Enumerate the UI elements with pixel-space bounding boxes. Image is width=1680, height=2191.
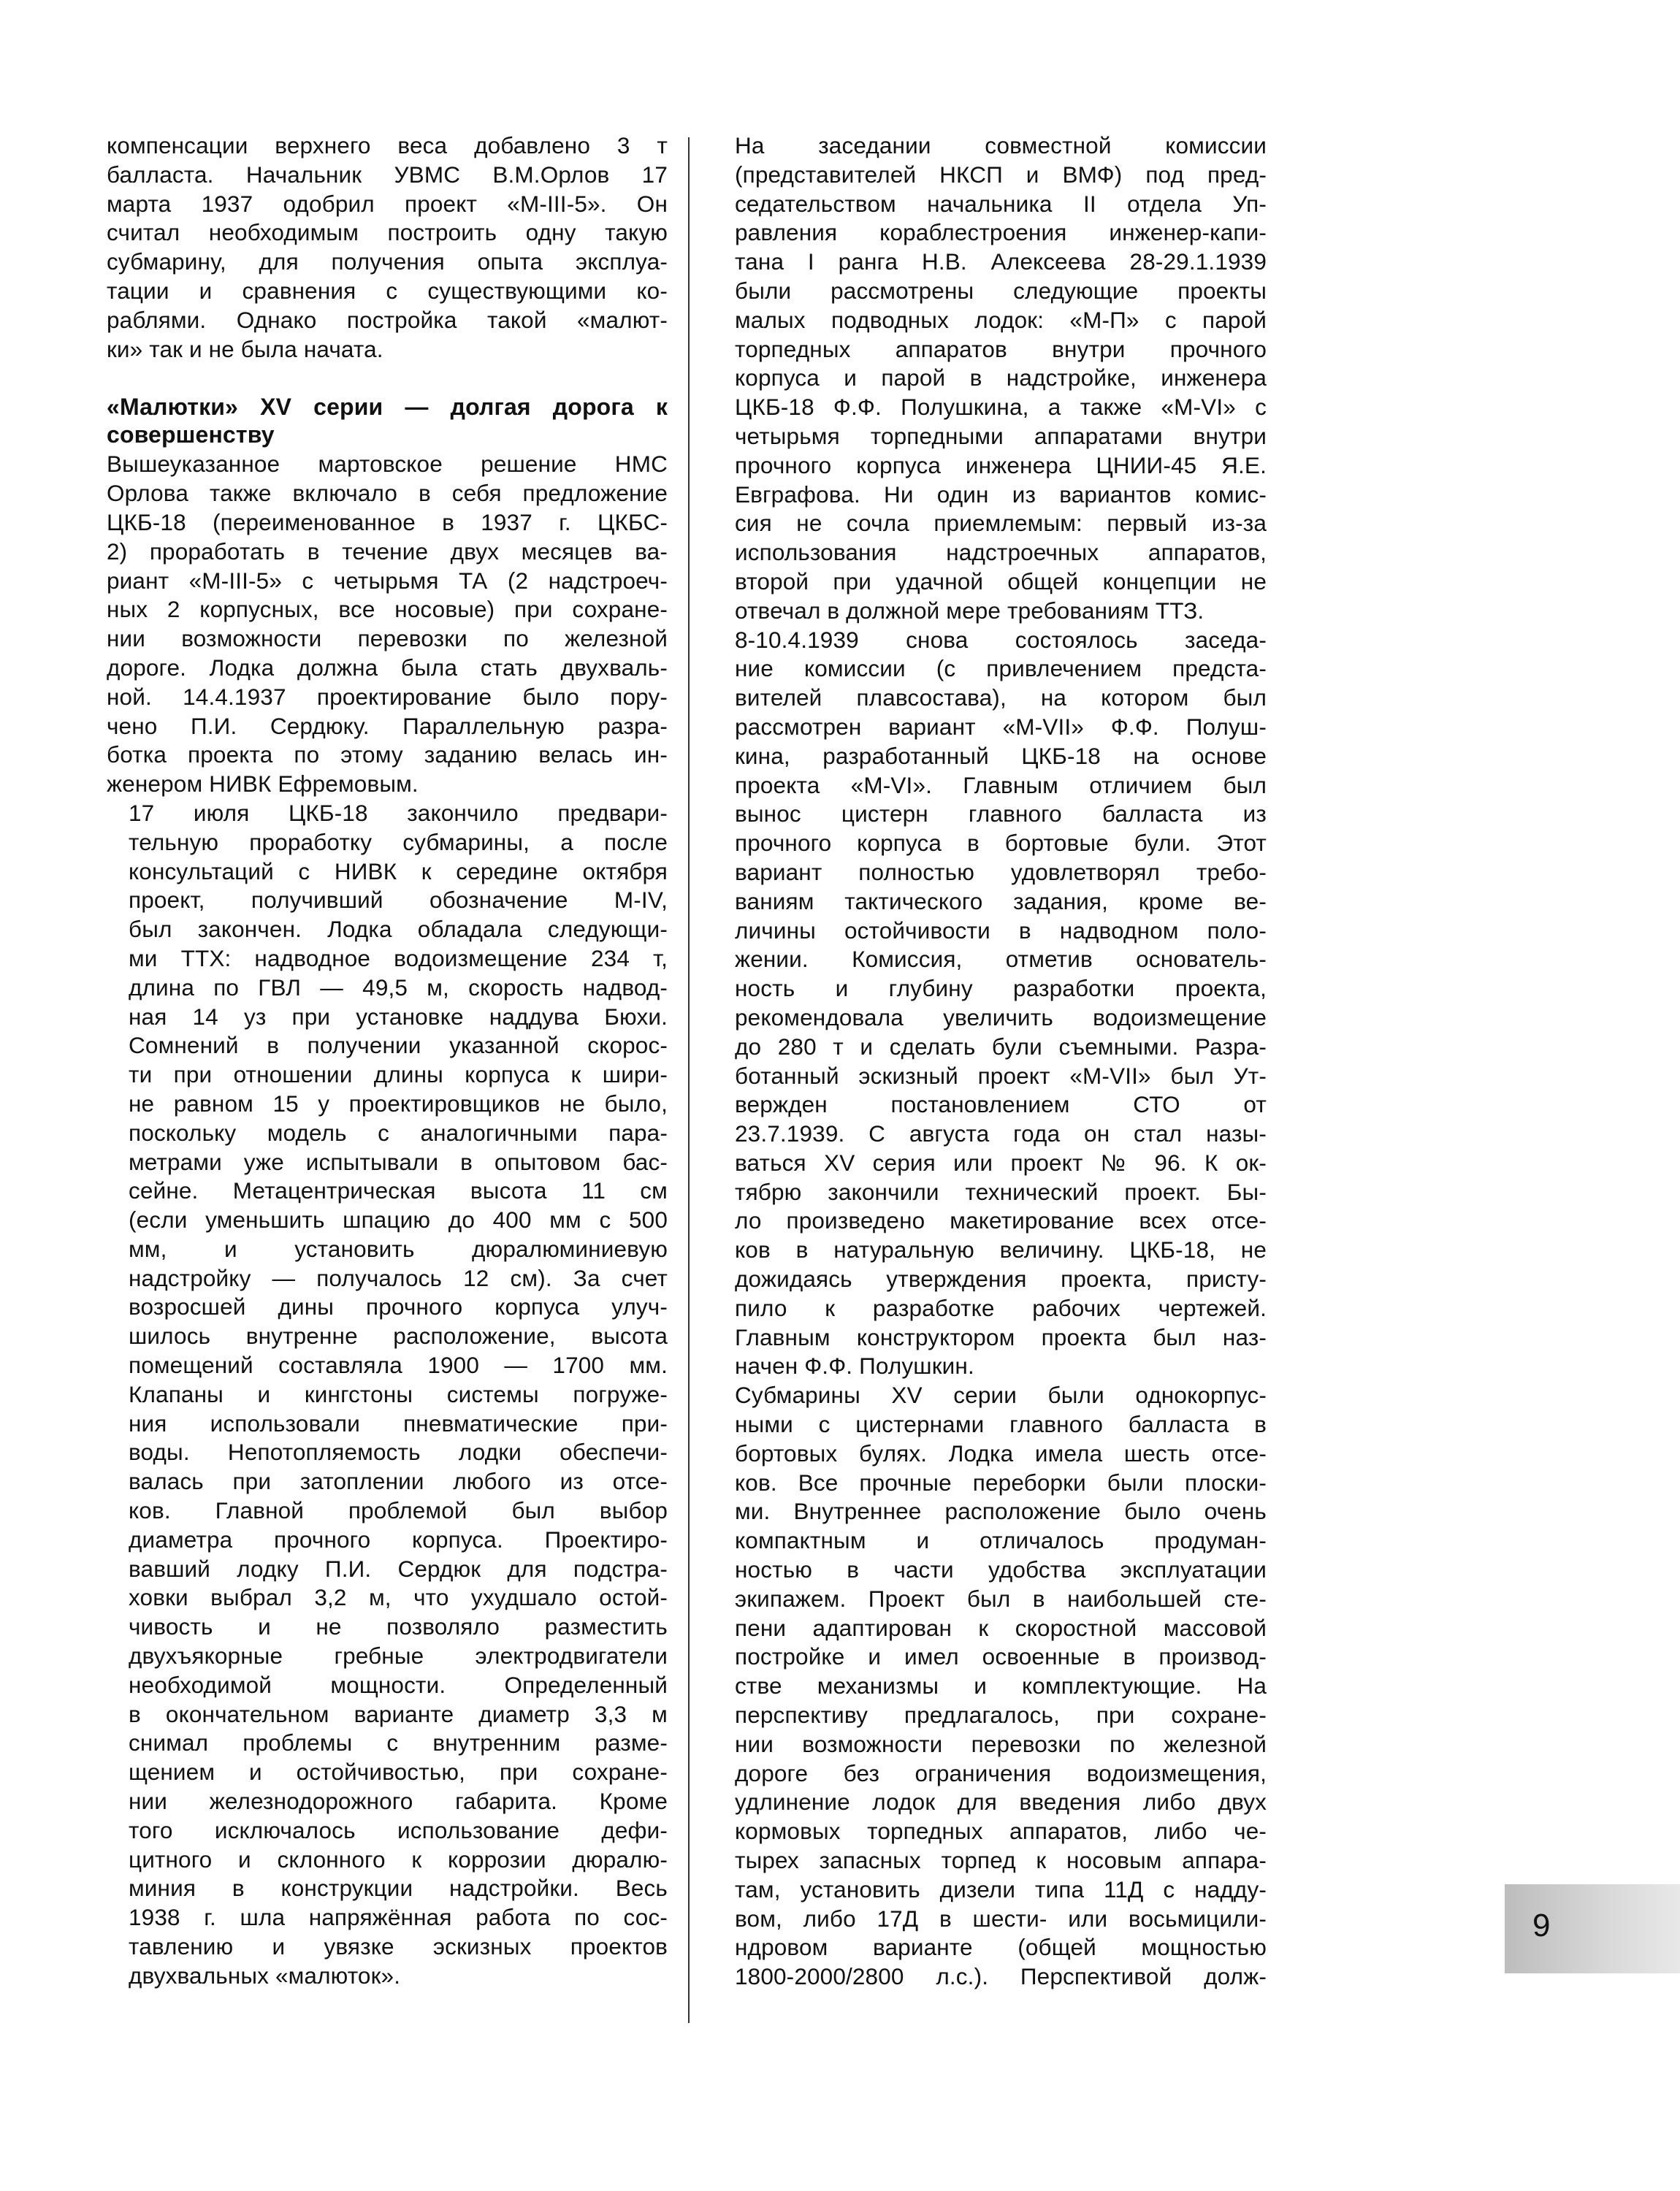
text-line: корпуса и парой в надстройке, инженера xyxy=(735,364,1267,391)
text-line: ЦКБ-18 Ф.Ф. Полушкина, а также «M-VI» с xyxy=(735,394,1267,421)
text-line: 23.7.1939. С августа года он стал назы- xyxy=(735,1120,1267,1147)
text-line: помещений составляла 1900 — 1700 мм. xyxy=(129,1352,668,1379)
section-heading xyxy=(107,393,668,448)
text-line: ло произведено макетирование всех отсе- xyxy=(735,1207,1267,1234)
text-line: балласта. Начальник УВМС В.М.Орлов 17 xyxy=(107,161,668,188)
text-line: чивость и не позволяло разместить xyxy=(129,1613,668,1640)
text-line: тябрю закончили технический проект. Бы- xyxy=(735,1178,1267,1205)
text-line: ботка проекта по этому заданию велась ин- xyxy=(107,741,668,768)
text-line: Вышеуказанное мартовское решение НМС xyxy=(107,451,668,478)
text-line: раблями. Однако постройка такой «малют- xyxy=(107,306,668,333)
text-line: Субмарины XV серии были однокорпус- xyxy=(735,1382,1267,1409)
text-line: пени адаптирован к скоростной массовой xyxy=(735,1614,1267,1641)
text-line: (если уменьшить шпацию до 400 мм с 500 xyxy=(129,1207,668,1234)
text-line: проекта «M-VI». Главным отличием был xyxy=(735,771,1267,798)
text-line: экипажем. Проект был в наибольшей сте- xyxy=(735,1585,1267,1612)
text-line: сейне. Метацентрическая высота 11 см xyxy=(129,1177,668,1204)
text-line: не равном 15 у проектировщиков не было, xyxy=(129,1090,668,1117)
text-line: ти при отношении длины корпуса к шири- xyxy=(129,1061,668,1088)
column-divider xyxy=(688,137,690,2023)
text-line: считал необходимым построить одну такую xyxy=(107,219,668,246)
text-line: 1800-2000/2800 л.с.). Перспективой долж- xyxy=(735,1963,1267,1990)
text-line: второй при удачной общей концепции не xyxy=(735,567,1267,594)
text-line: двухвальных «малюток». xyxy=(129,1962,401,1989)
text-line: субмарину, для получения опыта эксплуа- xyxy=(107,248,668,275)
text-line: возросшей дины прочного корпуса улуч- xyxy=(129,1293,668,1320)
text-line: миния в конструкции надстройки. Весь xyxy=(129,1875,668,1902)
text-line: личины остойчивости в надводном поло- xyxy=(735,917,1267,944)
text-line: вержден постановлением СТО от xyxy=(735,1091,1267,1118)
text-line: рассмотрен вариант «M-VII» Ф.Ф. Полуш- xyxy=(735,713,1267,740)
right-column xyxy=(713,131,1267,1992)
text-line: компенсации верхнего веса добавлено 3 т xyxy=(107,132,668,158)
text-line: компактным и отличалось продуман- xyxy=(735,1527,1267,1554)
text-line: 17 июля ЦКБ-18 закончило предвари- xyxy=(129,799,668,826)
text-line: ми ТТХ: надводное водоизмещение 234 т, xyxy=(129,944,668,971)
text-line: кина, разработанный ЦКБ-18 на основе xyxy=(735,742,1267,769)
text-line: рекомендовала увеличить водоизмещение xyxy=(735,1003,1267,1031)
text-line: торпедных аппаратов внутри прочного xyxy=(735,335,1267,362)
text-line: Клапаны и кингстоны системы погруже- xyxy=(129,1380,668,1407)
text-line: поскольку модель с аналогичными пара- xyxy=(129,1119,668,1146)
text-line: двухъякорные гребные электродвигатели xyxy=(129,1643,668,1670)
text-line: «Малютки» XV серии — долгая дорога к xyxy=(107,394,668,421)
text-line: чено П.И. Сердюку. Параллельную разра- xyxy=(107,712,668,739)
left-paragraph-1 xyxy=(107,131,668,364)
text-line: равления кораблестроения инженер-капи- xyxy=(735,219,1267,246)
text-line: четырьмя торпедными аппаратами внутри xyxy=(735,422,1267,449)
text-line: необходимой мощности. Определенный xyxy=(129,1671,668,1698)
text-line: нии железнодорожного габарита. Кроме xyxy=(129,1788,668,1815)
text-line: метрами уже испытывали в опытовом бас- xyxy=(129,1148,668,1175)
text-line: жении. Комиссия, отметив основатель- xyxy=(735,946,1267,973)
left-paragraph-2 xyxy=(107,450,668,799)
text-line: ков. Главной проблемой был выбор xyxy=(129,1497,668,1524)
left-column xyxy=(107,131,668,1991)
text-line: ки» так и не была начата. xyxy=(107,335,383,362)
text-line: отвечал в должной мере требованиям ТТЗ. xyxy=(735,597,1204,624)
text-line: прочного корпуса в бортовые були. Этот xyxy=(735,830,1267,857)
text-line: ндровом варианте (общей мощностью xyxy=(735,1934,1267,1961)
text-line: вом, либо 17Д в шести- или восьмицили- xyxy=(735,1905,1267,1932)
text-line: надстройку — получалось 12 см). За счет xyxy=(129,1264,668,1291)
text-line: ваться XV серия или проект № 96. К ок- xyxy=(735,1149,1267,1176)
text-line: тырех запасных торпед к носовым аппара- xyxy=(735,1847,1267,1874)
text-line: тавлению и увязке эскизных проектов xyxy=(129,1933,668,1960)
text-line: пило к разработке рабочих чертежей. xyxy=(735,1294,1267,1321)
text-line: риант «М-III-5» с четырьмя ТА (2 надстроеч- xyxy=(107,567,668,594)
text-line: ботанный эскизный проект «M-VII» был Ут- xyxy=(735,1062,1267,1089)
text-line: удлинение лодок для введения либо двух xyxy=(735,1789,1267,1816)
text-line: ностью в части удобства эксплуатации xyxy=(735,1556,1267,1583)
text-line: проект, получивший обозначение М-IV, xyxy=(129,887,668,914)
right-paragraph-2 xyxy=(713,626,1267,1382)
text-line: щением и остойчивостью, при сохране- xyxy=(129,1759,668,1786)
text-line: перспективу предлагалось, при сохране- xyxy=(735,1702,1267,1729)
text-line: начен Ф.Ф. Полушкин. xyxy=(735,1353,974,1380)
text-line: ными с цистернами главного балласта в xyxy=(735,1411,1267,1438)
text-line: шилось внутренне расположение, высота xyxy=(129,1323,668,1350)
text-line: нии возможности перевозки по железной xyxy=(107,625,668,652)
text-line: там, установить дизели типа 11Д с надду- xyxy=(735,1875,1267,1903)
text-line: в окончательном варианте диаметр 3,3 м xyxy=(129,1700,668,1727)
text-line: 1938 г. шла напряжённая работа по сос- xyxy=(129,1904,668,1931)
text-line: дожидаясь утверждения проекта, присту- xyxy=(735,1266,1267,1293)
text-line: воды. Непотопляемость лодки обеспечи- xyxy=(129,1439,668,1466)
text-line: ховки выбрал 3,2 м, что ухудшало остой- xyxy=(129,1584,668,1611)
text-line: были рассмотрены следующие проекты xyxy=(735,277,1267,304)
text-line: ние комиссии (с привлечением предста- xyxy=(735,655,1267,682)
text-line: 8-10.4.1939 снова состоялось заседа- xyxy=(735,626,1267,653)
text-line: диаметра прочного корпуса. Проектиро- xyxy=(129,1526,668,1553)
text-line: тана I ранга Н.В. Алексеева 28-29.1.1939 xyxy=(735,248,1267,275)
text-line: нии возможности перевозки по железной xyxy=(735,1730,1267,1757)
text-line: кормовых торпедных аппаратов, либо че- xyxy=(735,1818,1267,1845)
text-line: ния использовали пневматические при- xyxy=(129,1410,668,1437)
text-line: ЦКБ-18 (переименованное в 1937 г. ЦКБС- xyxy=(107,508,668,535)
text-line: Орлова также включало в себя предложение xyxy=(107,480,668,507)
text-line: марта 1937 одобрил проект «М-III-5». Он xyxy=(107,190,668,217)
text-line: сия не сочла приемлемым: первый из-за xyxy=(735,510,1267,537)
text-line: ная 14 уз при установке наддува Бюхи. xyxy=(129,1003,668,1030)
text-line: стве механизмы и комплектующие. На xyxy=(735,1672,1267,1699)
text-line: до 280 т и сделать були съемными. Разра- xyxy=(735,1033,1267,1060)
right-paragraph-1 xyxy=(713,131,1267,626)
text-line: На заседании совместной комиссии xyxy=(735,132,1267,158)
text-line: был закончен. Лодка обладала следующи- xyxy=(129,916,668,943)
text-line: ной. 14.4.1937 проектирование было пору- xyxy=(107,683,668,710)
page-number-tab xyxy=(1505,1884,1680,1973)
text-line: ных 2 корпусных, все носовые) при сохране- xyxy=(107,596,668,623)
text-line: длина по ГВЛ — 49,5 м, скорость надвод- xyxy=(129,974,668,1001)
text-line: дороге. Лодка должна была стать двухваль- xyxy=(107,654,668,681)
left-paragraph-3 xyxy=(107,799,668,1991)
text-line: седательством начальника II отдела Уп- xyxy=(735,190,1267,217)
text-line: совершенству xyxy=(107,421,275,448)
text-line: вителей плавсостава), на котором был xyxy=(735,684,1267,711)
text-line: Евграфова. Ни один из вариантов комис- xyxy=(735,481,1267,508)
page-number: 9 xyxy=(1532,1908,1551,1943)
text-line: валась при затоплении любого из отсе- xyxy=(129,1468,668,1495)
text-line: использования надстроечных аппаратов, xyxy=(735,539,1267,566)
text-line: дороге без ограничения водоизмещения, xyxy=(735,1759,1267,1786)
text-line: женером НИВК Ефремовым. xyxy=(107,771,419,798)
text-line: тельную проработку субмарины, а после xyxy=(129,828,668,855)
text-line: постройке и имел освоенные в производ- xyxy=(735,1643,1267,1670)
text-line: снимал проблемы с внутренним разме- xyxy=(129,1729,668,1756)
text-line: малых подводных лодок: «М-П» с парой xyxy=(735,306,1267,333)
text-line: ваниям тактического задания, кроме ве- xyxy=(735,887,1267,914)
text-line: вынос цистерн главного балласта из xyxy=(735,800,1267,827)
text-line: прочного корпуса инженера ЦНИИ-45 Я.Е. xyxy=(735,451,1267,478)
text-line: (представителей НКСП и ВМФ) под пред- xyxy=(735,161,1267,188)
text-line: консультаций с НИВК к середине октября xyxy=(129,857,668,884)
text-line: мм, и установить дюралюминиевую xyxy=(129,1235,668,1262)
text-line: ность и глубину разработки проекта, xyxy=(735,975,1267,1002)
text-line: 2) проработать в течение двух месяцев ва- xyxy=(107,538,668,565)
right-paragraph-3 xyxy=(713,1381,1267,1992)
text-line: цитного и склонного к коррозии дюралю- xyxy=(129,1846,668,1873)
text-line: бортовых булях. Лодка имела шесть отсе- xyxy=(735,1439,1267,1467)
text-line: ков. Все прочные переборки были плоски- xyxy=(735,1469,1267,1496)
text-line: Главным конструктором проекта был наз- xyxy=(735,1323,1267,1350)
text-line: вариант полностью удовлетворял требо- xyxy=(735,858,1267,885)
text-line: того исключалось использование дефи- xyxy=(129,1816,668,1843)
text-line: вавший лодку П.И. Сердюк для подстра- xyxy=(129,1555,668,1582)
text-line: тации и сравнения с существующими ко- xyxy=(107,277,668,304)
text-line: ков в натуральную величину. ЦКБ-18, не xyxy=(735,1236,1267,1263)
text-line: ми. Внутреннее расположение было очень xyxy=(735,1498,1267,1525)
text-line: Сомнений в получении указанной скорос- xyxy=(129,1032,668,1059)
